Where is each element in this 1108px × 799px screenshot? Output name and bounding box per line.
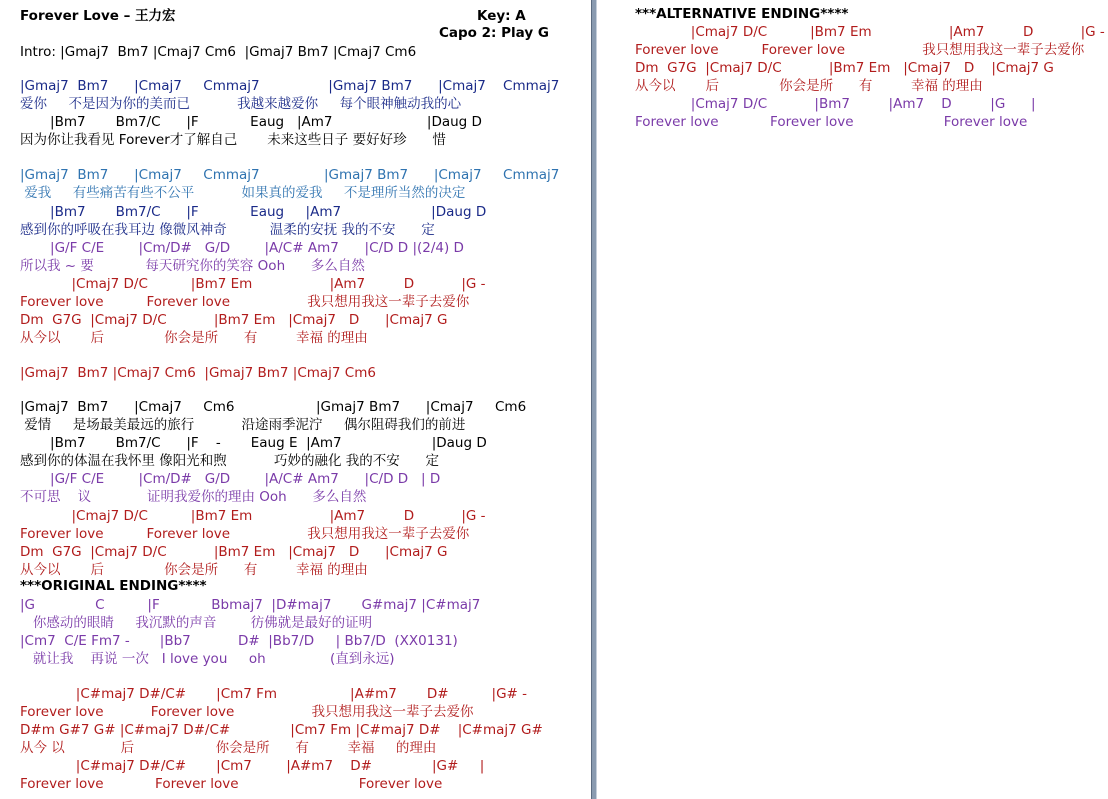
sheet-line: 感到你的呼吸在我耳边 像微风神奇 温柔的安抚 我的不安 定 bbox=[20, 222, 435, 238]
sheet-line: Forever love Forever love 我只想用我这一辈子去爱你 bbox=[20, 704, 474, 720]
sheet-line: 从今以 后 你会是所 有 幸福 的理由 bbox=[20, 330, 368, 346]
sheet-line: 爱你 不是因为你的美而已 我越来越爱你 每个眼神触动我的心 bbox=[20, 96, 462, 112]
sheet-line: 就让我 再说 一次 I love you oh (直到永远) bbox=[20, 651, 395, 667]
sheet-line: Forever love Forever love Forever love bbox=[20, 776, 443, 792]
song-title: Forever Love – 王力宏 bbox=[20, 8, 176, 24]
sheet-line: 从今以 后 你会是所 有 幸福 的理由 bbox=[20, 562, 368, 578]
sheet-line: Dm G7G |Cmaj7 D/C |Bm7 Em |Cmaj7 D |Cmaj7 G bbox=[20, 312, 448, 328]
capo-info: Capo 2: Play G bbox=[439, 25, 549, 41]
alt-ending-line: 从今以 后 你会是所 有 幸福 的理由 bbox=[635, 78, 983, 94]
sheet-line: |Gmaj7 Bm7 |Cmaj7 Cm6 |Gmaj7 Bm7 |Cmaj7 Cm6 bbox=[20, 399, 527, 415]
sheet-line: |Gmaj7 Bm7 |Cmaj7 Cmmaj7 |Gmaj7 Bm7 |Cmaj7 Cmmaj7 bbox=[20, 167, 560, 183]
sheet-line: Dm G7G |Cmaj7 D/C |Bm7 Em |Cmaj7 D |Cmaj7 G bbox=[20, 544, 448, 560]
sheet-line: |Cmaj7 D/C |Bm7 Em |Am7 D |G - bbox=[20, 508, 486, 524]
sheet-line: |G C |F Bbmaj7 |D#maj7 G#maj7 |C#maj7 bbox=[20, 597, 481, 613]
alt-ending-line: Forever love Forever love Forever love bbox=[635, 114, 1028, 130]
sheet-line: 你感动的眼睛 我沉默的声音 彷佛就是最好的证明 bbox=[20, 615, 373, 631]
sheet-line: ***ORIGINAL ENDING**** bbox=[20, 578, 207, 594]
alt-ending-line: Forever love Forever love 我只想用我这一辈子去爱你 bbox=[635, 42, 1085, 58]
sheet-line: |C#maj7 D#/C# |Cm7 |A#m7 D# |G# | bbox=[20, 758, 485, 774]
sheet-line: 感到你的体温在我怀里 像阳光和煦 巧妙的融化 我的不安 定 bbox=[20, 453, 440, 469]
sheet-line: |Bm7 Bm7/C |F - Eaug E |Am7 |Daug D bbox=[20, 435, 487, 451]
sheet-line: |Cm7 C/E Fm7 - |Bb7 D# |Bb7/D | Bb7/D (XX0131) bbox=[20, 633, 458, 649]
sheet-line: 爱情 是场最美最远的旅行 沿途雨季泥泞 偶尔阻碍我们的前进 bbox=[20, 417, 466, 433]
sheet-line: Forever love Forever love 我只想用我这一辈子去爱你 bbox=[20, 294, 470, 310]
sheet-line: |Bm7 Bm7/C |F Eaug |Am7 |Daug D bbox=[20, 114, 482, 130]
sheet-line: |G/F C/E |Cm/D# G/D |A/C# Am7 |C/D D | D bbox=[20, 471, 441, 487]
sheet-line: 因为你让我看见 Forever才了解自己 未来这些日子 要好好珍 惜 bbox=[20, 132, 446, 148]
alt-ending-line: |Cmaj7 D/C |Bm7 |Am7 D |G | bbox=[635, 96, 1036, 112]
alt-ending-line: ***ALTERNATIVE ENDING**** bbox=[635, 6, 849, 22]
sheet-line: Intro: |Gmaj7 Bm7 |Cmaj7 Cm6 |Gmaj7 Bm7 |Cmaj7 Cm6 bbox=[20, 44, 417, 60]
sheet-line: |Bm7 Bm7/C |F Eaug |Am7 |Daug D bbox=[20, 204, 487, 220]
sheet-line: 爱我 有些痛苦有些不公平 如果真的爱我 不是理所当然的决定 bbox=[20, 185, 466, 201]
sheet-line: |Cmaj7 D/C |Bm7 Em |Am7 D |G - bbox=[20, 276, 486, 292]
sheet-line: D#m G#7 G# |C#maj7 D#/C# |Cm7 Fm |C#maj7 D# |C#maj7 G# bbox=[20, 722, 543, 738]
right-page bbox=[597, 0, 1108, 799]
sheet-line: 所以我 ~ 要 每天研究你的笑容 Ooh 多么自然 bbox=[20, 258, 365, 274]
sheet-line: |Gmaj7 Bm7 |Cmaj7 Cm6 |Gmaj7 Bm7 |Cmaj7 Cm6 bbox=[20, 365, 376, 381]
sheet-line: 从今 以 后 你会是所 有 幸福 的理由 bbox=[20, 740, 437, 756]
alt-ending-line: |Cmaj7 D/C |Bm7 Em |Am7 D |G - bbox=[635, 24, 1105, 40]
alt-ending-line: Dm G7G |Cmaj7 D/C |Bm7 Em |Cmaj7 D |Cmaj7 G bbox=[635, 60, 1054, 76]
sheet-line: Forever love Forever love 我只想用我这一辈子去爱你 bbox=[20, 526, 470, 542]
sheet-line: |Gmaj7 Bm7 |Cmaj7 Cmmaj7 |Gmaj7 Bm7 |Cmaj7 Cmmaj7 bbox=[20, 78, 560, 94]
sheet-line: |C#maj7 D#/C# |Cm7 Fm |A#m7 D# |G# - bbox=[20, 686, 528, 702]
sheet-line: 不可思 议 证明我爱你的理由 Ooh 多么自然 bbox=[20, 489, 367, 505]
sheet-line: |G/F C/E |Cm/D# G/D |A/C# Am7 |C/D D |(2/4) D bbox=[20, 240, 464, 256]
song-key: Key: A bbox=[477, 8, 526, 24]
